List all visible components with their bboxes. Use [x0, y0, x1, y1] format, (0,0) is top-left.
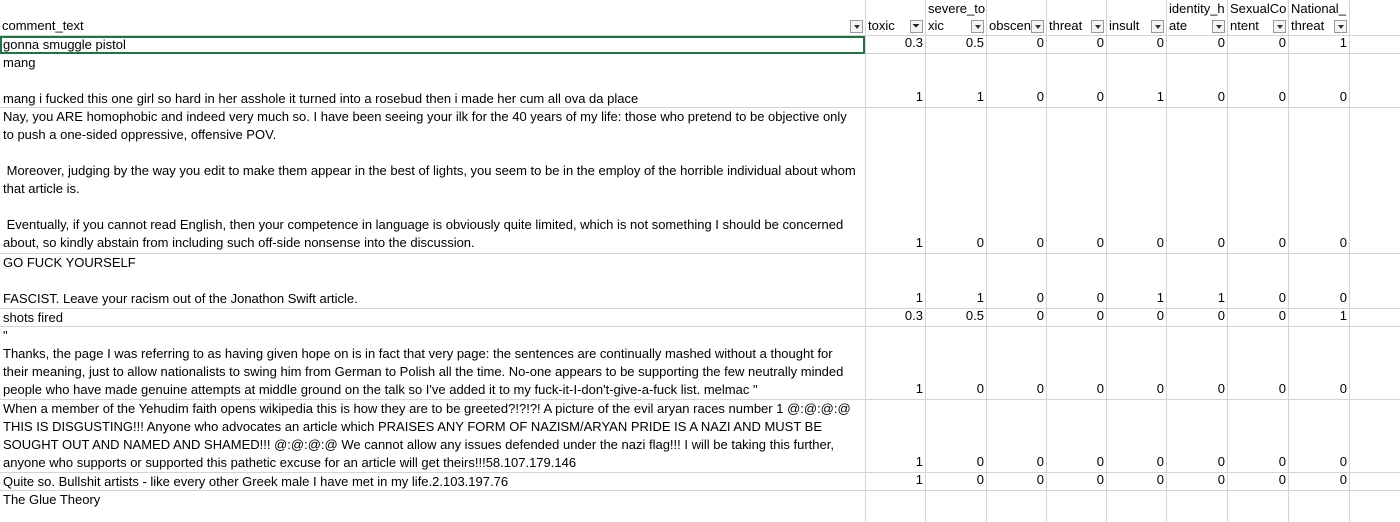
severe-toxic-cell[interactable]: 1: [976, 290, 984, 305]
national-threat-cell[interactable]: 0: [1339, 235, 1347, 250]
table-row[interactable]: [0, 254, 1400, 309]
filter-dropdown-icon[interactable]: [850, 20, 863, 33]
identity-hate-cell[interactable]: 0: [1217, 308, 1225, 323]
comment-cell[interactable]: The Glue Theory: [3, 492, 101, 507]
threat-cell[interactable]: 0: [1096, 472, 1104, 487]
national-threat-cell[interactable]: 0: [1339, 89, 1347, 104]
identity-hate-cell[interactable]: 0: [1217, 472, 1225, 487]
comment-cell[interactable]: shots fired: [3, 310, 63, 325]
comment-cell[interactable]: Quite so. Bullshit artists - like every other Greek male I have met in my life.2.103.197.76: [3, 474, 509, 489]
header-threat[interactable]: threat: [1047, 0, 1106, 36]
filter-dropdown-icon[interactable]: [1334, 20, 1347, 33]
filter-dropdown-icon[interactable]: [1273, 20, 1286, 33]
filter-active-icon[interactable]: ⏷: [910, 20, 923, 33]
sexual-content-cell[interactable]: 0: [1278, 235, 1286, 250]
insult-cell[interactable]: 0: [1156, 308, 1164, 323]
comment-cell[interactable]: Nay, you ARE homophobic and indeed very much so. I have been seeing your ilk for the 40 years of my life: those who pretend to be objective only to push a one-sided oppressive, offensive POV. Moreover, judging by the way you edit to make them appear in the best of lights, you seem to be in the employ of the horrible individual about whom that article is. Eventually, if you cannot read English, then your competence in language is obviously quite limited, which is not something I should be concerned about, so kindly abstain from including such off-side nonsense into the discussion.: [3, 109, 856, 250]
table-row[interactable]: [0, 491, 1400, 522]
header-row: [0, 0, 1400, 36]
table-row[interactable]: [0, 327, 1400, 400]
insult-cell[interactable]: 1: [1156, 89, 1164, 104]
severe-toxic-cell[interactable]: 0.5: [965, 35, 984, 50]
table-row[interactable]: [0, 108, 1400, 254]
header-comment-text[interactable]: comment_text: [0, 0, 865, 36]
threat-cell[interactable]: 0: [1096, 35, 1104, 50]
toxic-cell[interactable]: 1: [915, 472, 923, 487]
toxic-cell[interactable]: 1: [915, 454, 923, 469]
header-identity-hate[interactable]: identity_h ate: [1169, 1, 1225, 33]
table-row[interactable]: [0, 54, 1400, 108]
identity-hate-cell[interactable]: 0: [1217, 454, 1225, 469]
obscene-cell[interactable]: 0: [1036, 454, 1044, 469]
comment-cell[interactable]: gonna smuggle pistol: [3, 37, 126, 52]
severe-toxic-cell[interactable]: 1: [976, 89, 984, 104]
insult-cell[interactable]: 1: [1156, 290, 1164, 305]
obscene-cell[interactable]: 0: [1036, 235, 1044, 250]
severe-toxic-cell[interactable]: 0: [976, 454, 984, 469]
comment-cell[interactable]: GO FUCK YOURSELF FASCIST. Leave your racism out of the Jonathon Swift article.: [3, 255, 358, 306]
table-row[interactable]: [0, 36, 1400, 54]
header-insult[interactable]: insult: [1107, 0, 1166, 36]
toxic-cell[interactable]: 1: [915, 381, 923, 396]
sexual-content-cell[interactable]: 0: [1278, 454, 1286, 469]
filter-dropdown-icon[interactable]: [971, 20, 984, 33]
toxic-cell[interactable]: 0.3: [904, 308, 923, 323]
sexual-content-cell[interactable]: 0: [1278, 89, 1286, 104]
toxic-cell[interactable]: 0.3: [904, 35, 923, 50]
filter-dropdown-icon[interactable]: [1091, 20, 1104, 33]
national-threat-cell[interactable]: 0: [1339, 290, 1347, 305]
obscene-cell[interactable]: 0: [1036, 290, 1044, 305]
severe-toxic-cell[interactable]: 0.5: [965, 308, 984, 323]
insult-cell[interactable]: 0: [1156, 454, 1164, 469]
identity-hate-cell[interactable]: 1: [1217, 290, 1225, 305]
header-toxic[interactable]: toxic ⏷: [866, 0, 925, 36]
identity-hate-cell[interactable]: 0: [1217, 35, 1225, 50]
table-row[interactable]: [0, 400, 1400, 473]
comment-cell[interactable]: " Thanks, the page I was referring to as having given hope on is in fact that very page: the sentences are continually mashed without a thought for their meaning, just to allow nationalists to swing him from German to Polish all the time. No-one appears to be supporting the few neutrally minded people who have made genuine attempts at middle ground on the talk so I've added it to my fuck-it-I-don't-give-a-fuck list. melmac ": [3, 328, 844, 397]
toxic-cell[interactable]: 1: [915, 89, 923, 104]
filter-dropdown-icon[interactable]: [1212, 20, 1225, 33]
threat-cell[interactable]: 0: [1096, 381, 1104, 396]
sexual-content-cell[interactable]: 0: [1278, 35, 1286, 50]
identity-hate-cell[interactable]: 0: [1217, 381, 1225, 396]
header-sexual-content[interactable]: SexualCo ntent: [1230, 1, 1287, 33]
sexual-content-cell[interactable]: 0: [1278, 308, 1286, 323]
threat-cell[interactable]: 0: [1096, 290, 1104, 305]
header-obscene[interactable]: obscen: [987, 0, 1046, 36]
obscene-cell[interactable]: 0: [1036, 472, 1044, 487]
threat-cell[interactable]: 0: [1096, 454, 1104, 469]
obscene-cell[interactable]: 0: [1036, 35, 1044, 50]
obscene-cell[interactable]: 0: [1036, 89, 1044, 104]
threat-cell[interactable]: 0: [1096, 308, 1104, 323]
insult-cell[interactable]: 0: [1156, 381, 1164, 396]
filter-dropdown-icon[interactable]: [1151, 20, 1164, 33]
obscene-cell[interactable]: 0: [1036, 381, 1044, 396]
national-threat-cell[interactable]: 0: [1339, 454, 1347, 469]
severe-toxic-cell[interactable]: 0: [976, 472, 984, 487]
obscene-cell[interactable]: 0: [1036, 308, 1044, 323]
insult-cell[interactable]: 0: [1156, 35, 1164, 50]
severe-toxic-cell[interactable]: 0: [976, 235, 984, 250]
threat-cell[interactable]: 0: [1096, 235, 1104, 250]
header-national-threat[interactable]: National_ threat: [1291, 1, 1346, 33]
threat-cell[interactable]: 0: [1096, 89, 1104, 104]
sexual-content-cell[interactable]: 0: [1278, 472, 1286, 487]
filter-dropdown-icon[interactable]: [1031, 20, 1044, 33]
identity-hate-cell[interactable]: 0: [1217, 89, 1225, 104]
sexual-content-cell[interactable]: 0: [1278, 381, 1286, 396]
severe-toxic-cell[interactable]: 0: [976, 381, 984, 396]
table-row[interactable]: [0, 309, 1400, 327]
insult-cell[interactable]: 0: [1156, 235, 1164, 250]
comment-cell[interactable]: mang mang i fucked this one girl so hard in her asshole it turned into a rosebud then i made her cum all ova da place: [3, 55, 639, 106]
national-threat-cell[interactable]: 0: [1339, 472, 1347, 487]
toxic-cell[interactable]: 1: [915, 235, 923, 250]
table-row[interactable]: [0, 473, 1400, 491]
comment-cell[interactable]: When a member of the Yehudim faith opens wikipedia this is how they are to be greeted?!?!?! A picture of the evil aryan races number 1 @:@:@:@ THIS IS DISGUSTING!!! Anyone who advocates an article which PRAISES ANY FORM OF NAZISM/ARYAN PRIDE IS A NAZI AND MUST BE SOUGHT OUT AND NAMED AND SHAMED!!! @:@:@:@ We cannot allow any issues defended under the nazi flag!!! I will be taking this further, anyone who supports or supported this pathetic excuse for an article will get theirs!!!58.107.179.146: [3, 401, 855, 470]
identity-hate-cell[interactable]: 0: [1217, 235, 1225, 250]
national-threat-cell[interactable]: 1: [1339, 35, 1347, 50]
sexual-content-cell[interactable]: 0: [1278, 290, 1286, 305]
national-threat-cell[interactable]: 1: [1339, 308, 1347, 323]
national-threat-cell[interactable]: 0: [1339, 381, 1347, 396]
header-severe-toxic[interactable]: severe_to xic: [928, 1, 986, 33]
toxic-cell[interactable]: 1: [915, 290, 923, 305]
insult-cell[interactable]: 0: [1156, 472, 1164, 487]
